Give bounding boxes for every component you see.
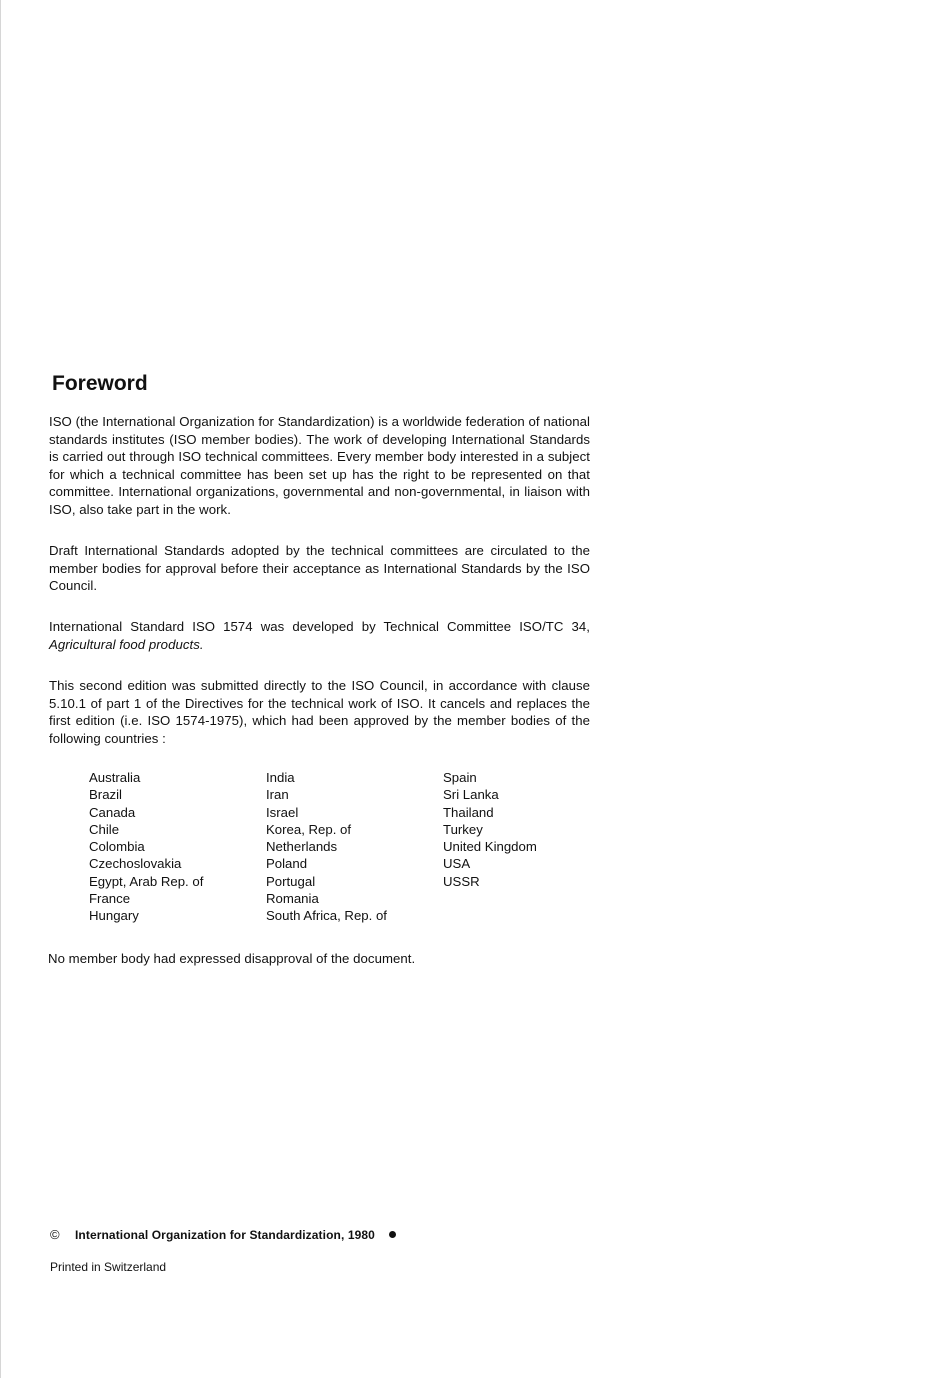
committee-statement: International Standard ISO 1574 was developed by Technical Committee ISO/TC 34, [49, 619, 590, 634]
country-item: Israel [266, 804, 299, 820]
countries-column-2 [266, 769, 387, 925]
country-item: Korea, Rep. of [266, 821, 352, 837]
country-item: Portugal [266, 873, 316, 889]
country-item: Turkey [443, 821, 483, 837]
country-item: Czechoslovakia [89, 856, 182, 872]
country-item: Egypt, Arab Rep. of [89, 873, 204, 889]
country-item: Netherlands [266, 839, 338, 855]
foreword-paragraph-5: No member body had expressed disapproval of the document. [48, 951, 416, 966]
country-item: France [89, 891, 131, 907]
member-countries-list [89, 769, 609, 929]
country-item: Hungary [89, 908, 139, 924]
country-item: Sri Lanka [443, 787, 499, 803]
printed-note: Printed in Switzerland [50, 1260, 167, 1274]
countries-column-1 [89, 769, 203, 925]
countries-column-3 [443, 769, 537, 890]
country-item: Chile [89, 821, 120, 837]
country-item: South Africa, Rep. of [266, 908, 387, 924]
country-item: Colombia [89, 839, 145, 855]
foreword-paragraph-2: Draft International Standards adopted by the technical committees are circulated to the member bodies for approval before their acceptance as International Standards by the ISO Council. [49, 543, 590, 593]
country-item: Romania [266, 891, 319, 907]
country-item: United Kingdom [443, 839, 537, 855]
page-title: Foreword [52, 372, 148, 395]
copyright-line [50, 1226, 396, 1244]
copyright-text: International Organization for Standardization, 1980 [75, 1228, 375, 1242]
country-item: Thailand [443, 804, 494, 820]
country-item: Iran [266, 787, 289, 803]
country-item: Poland [266, 856, 308, 872]
page-edge-line [0, 0, 1, 1378]
bullet-dot-icon [389, 1231, 396, 1238]
country-item: Brazil [89, 787, 122, 803]
foreword-paragraph-4: This second edition was submitted directly to the ISO Council, in accordance with clause 5.10.1 of part 1 of the Directives for the technical work of ISO. It cancels and replaces the first edition (i.e. ISO 1574-1975), which had been approved by the member bodies of the following countries : [49, 678, 590, 746]
country-item: Canada [89, 804, 136, 820]
country-item: India [266, 770, 295, 785]
foreword-paragraph-1: ISO (the International Organization for Standardization) is a worldwide federation of national standards institutes (ISO member bodies). The work of developing International Standards is carried out through ISO technical committees. Every member body interested in a subject for which a technical committee has been set up has the right to be represented on that committee. International organizations, governmental and non-governmental, in liaison with ISO, also take part in the work. [49, 414, 590, 517]
committee-name: Agricultural food products. [49, 636, 204, 652]
country-item: Spain [443, 770, 477, 785]
country-item: Australia [89, 770, 141, 785]
country-item: USSR [443, 873, 480, 889]
foreword-paragraph-3 [49, 618, 590, 653]
country-item: USA [443, 856, 471, 872]
copyright-icon: © [50, 1227, 60, 1242]
